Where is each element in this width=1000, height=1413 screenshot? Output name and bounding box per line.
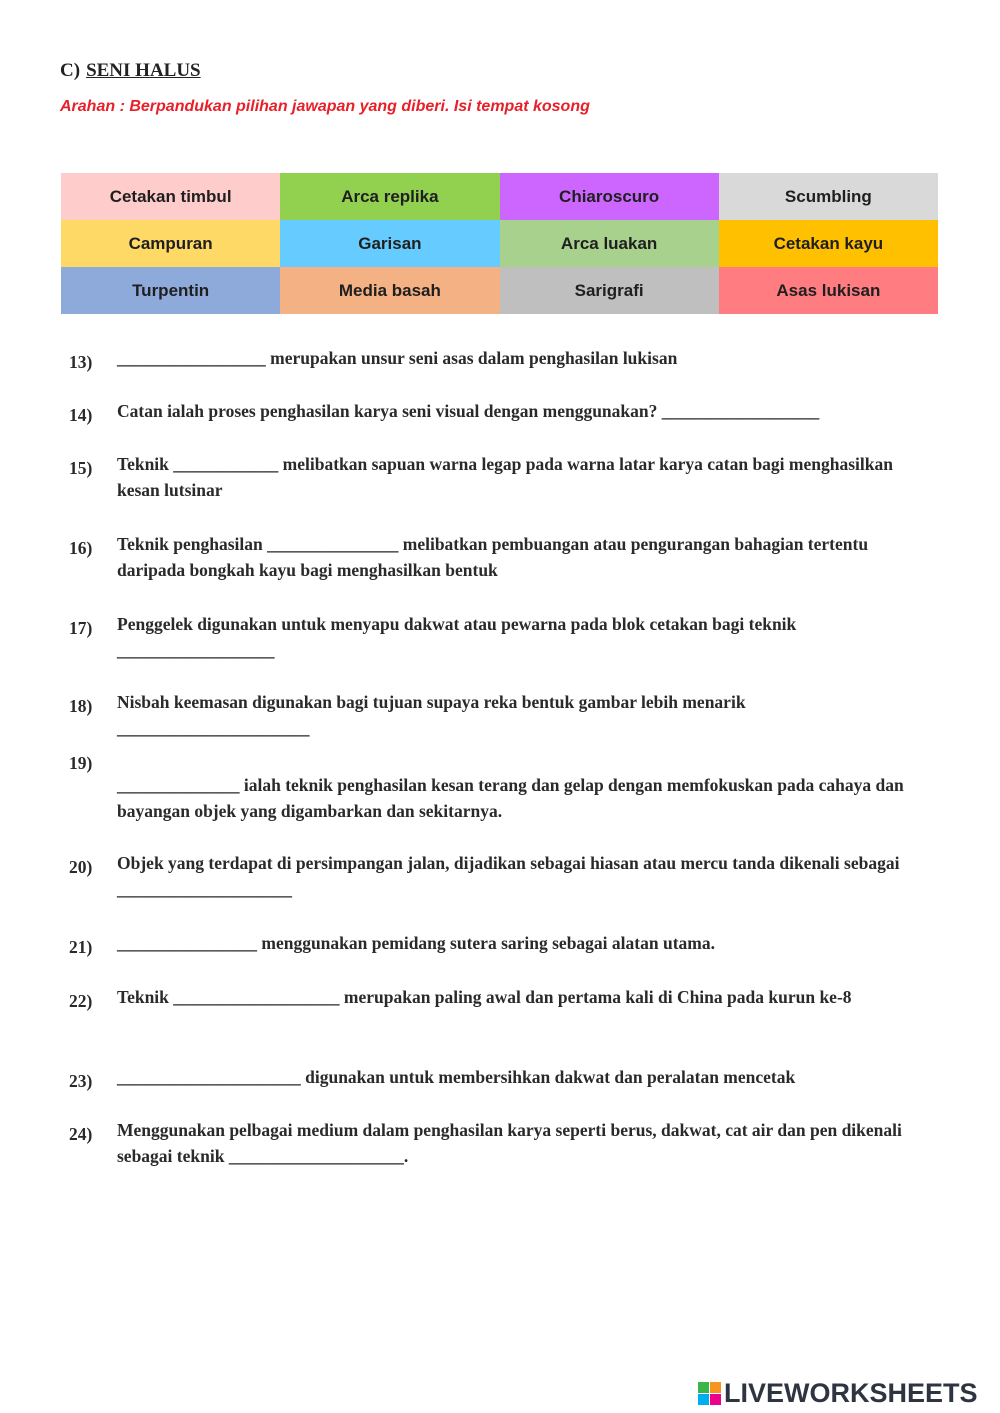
question-text[interactable]: Teknik penghasilan _______________ melibatkan pembuangan atau pengurangan bahagian tertentu daripada bongkah kayu bagi menghasilkan bentuk — [117, 534, 869, 580]
question-number: 21) — [69, 937, 93, 957]
logo-square — [710, 1394, 721, 1405]
question-number: 19) — [69, 753, 93, 773]
answer-choice[interactable]: Garisan — [280, 220, 499, 267]
answer-choice[interactable]: Turpentin — [61, 267, 280, 314]
answer-choice[interactable]: Chiaroscuro — [500, 173, 719, 220]
question-text[interactable]: Menggunakan pelbagai medium dalam penghasilan karya seperti berus, dakwat, cat air dan pen dikenali sebagai teknik ____________________. — [117, 1120, 902, 1166]
answer-choice[interactable]: Campuran — [61, 220, 280, 267]
section-title: SENI HALUS — [86, 60, 201, 81]
logo-square — [698, 1394, 709, 1405]
section-letter: C) — [60, 60, 81, 81]
question-number: 20) — [69, 857, 93, 877]
watermark-text: LIVEWORKSHEETS — [724, 1377, 978, 1408]
question-text[interactable]: _________________ merupakan unsur seni asas dalam penghasilan lukisan — [117, 348, 678, 368]
answer-choice[interactable]: Scumbling — [719, 173, 938, 220]
answer-choice[interactable]: Media basah — [280, 267, 499, 314]
question-text[interactable]: Nisbah keemasan digunakan bagi tujuan supaya reka bentuk gambar lebih menarik ______________________ — [117, 692, 746, 738]
answer-choice[interactable]: Cetakan timbul — [61, 173, 280, 220]
answer-choice[interactable]: Cetakan kayu — [719, 220, 938, 267]
liveworksheets-watermark — [698, 1377, 978, 1409]
question-text[interactable]: ______________ ialah teknik penghasilan kesan terang dan gelap dengan memfokuskan pada cahaya dan bayangan objek yang digambarkan dan sekitarnya. — [117, 775, 904, 821]
question-text[interactable]: ________________ menggunakan pemidang sutera saring sebagai alatan utama. — [117, 933, 715, 953]
question-number: 13) — [69, 352, 93, 372]
answer-choices-table — [61, 173, 938, 314]
answer-choice[interactable]: Arca luakan — [500, 220, 719, 267]
section-heading — [60, 60, 201, 82]
answer-choice[interactable]: Sarigrafi — [500, 267, 719, 314]
question-number: 23) — [69, 1071, 93, 1091]
logo-square — [698, 1382, 709, 1393]
answer-choice[interactable]: Arca replika — [280, 173, 499, 220]
question-number: 15) — [69, 458, 93, 478]
question-number: 22) — [69, 991, 93, 1011]
question-number: 16) — [69, 538, 93, 558]
question-text[interactable]: Penggelek digunakan untuk menyapu dakwat atau pewarna pada blok cetakan bagi teknik __________________ — [117, 614, 797, 660]
question-text[interactable]: Teknik ____________ melibatkan sapuan warna legap pada warna latar karya catan bagi menghasilkan kesan lutsinar — [117, 454, 893, 500]
answer-choice[interactable]: Asas lukisan — [719, 267, 938, 314]
question-text[interactable]: _____________________ digunakan untuk membersihkan dakwat dan peralatan mencetak — [117, 1067, 796, 1087]
question-text[interactable]: Catan ialah proses penghasilan karya seni visual dengan menggunakan? __________________ — [117, 401, 820, 421]
question-number: 14) — [69, 405, 93, 425]
question-number: 24) — [69, 1124, 93, 1144]
logo-square — [710, 1382, 721, 1393]
instruction-text: Arahan : Berpandukan pilihan jawapan yang diberi. Isi tempat kosong — [60, 98, 590, 115]
question-text[interactable]: Objek yang terdapat di persimpangan jalan, dijadikan sebagai hiasan atau mercu tanda dikenali sebagai ____________________ — [117, 853, 900, 899]
question-number: 18) — [69, 696, 93, 716]
question-text[interactable]: Teknik ___________________ merupakan paling awal dan pertama kali di China pada kurun ke-8 — [117, 987, 852, 1007]
question-number: 17) — [69, 618, 93, 638]
liveworksheets-logo-icon — [698, 1382, 721, 1405]
